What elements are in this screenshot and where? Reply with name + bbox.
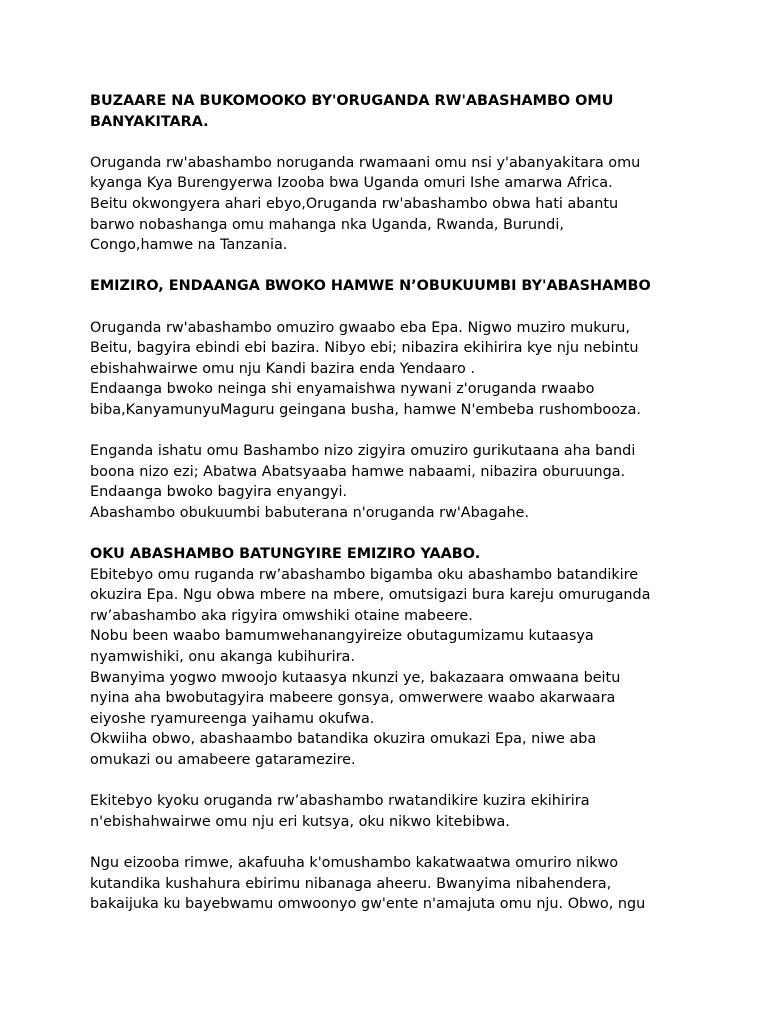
section1-paragraph-1: Oruganda rw'abashambo omuziro gwaabo eba Epa. Nigwo muziro mukuru, Beitu, bagyira ebindi ebi bazira. Nibyo ebi; nibazira ekihirira kye nju nebintu ebishahwairwe omu nju Kandi bazira enda Yendaaro . Endaanga bwoko neinga shi enyamaishwa nywani z'oruganda rwaabo biba,KanyamunyuMaguru geingana busha, hamwe N'embeba rushombooza. [90, 319, 641, 418]
section-heading-emiziro: EMIZIRO, ENDAANGA BWOKO HAMWE N’OBUKUUMBI BY'ABASHAMBO [90, 278, 651, 295]
document-title: BUZAARE NA BUKOMOOKO BY'ORUGANDA RW'ABASHAMBO OMU BANYAKITARA. [90, 93, 614, 130]
section-heading-oku-abashambo: OKU ABASHAMBO BATUNGYIRE EMIZIRO YAABO. [90, 546, 481, 563]
intro-paragraph: Oruganda rw'abashambo noruganda rwamaani omu nsi y'abanyakitara omu kyanga Kya Burengyerwa Izooba bwa Uganda omuri Ishe amarwa Africa. Beitu okwongyera ahari ebyo,Oruganda rw'abashambo obwa hati abantu barwo nobashanga omu mahanga nka Uganda, Rwanda, Burundi, Congo,hamwe na Tanzania. [90, 154, 641, 254]
section2-paragraph-1: Ebitebyo omu ruganda rw’abashambo bigamba oku abashambo batandikire okuzira Epa. Ngu obwa mbere na mbere, omutsigazi bura kareju omuruganda rw’abashambo aka rigyira omwshiki otaine mabeere. Nobu been waabo bamumwehanangyireize obutagumizamu kutaasya nyamwishiki, onu akanga kubihurira. Bwanyima yogwo mwoojo kutaasya nkunzi ye, bakazaara omwaana beitu nyina aha bwobutagyira mabeere gonsya, omwerwere waabo akarwaara eiyoshe ryamureenga yaihamu okufwa. Okwiiha obwo, abashaambo batandika okuzira omukazi Epa, niwe aba omukazi ou amabeere gataramezire. [90, 566, 651, 768]
section2-paragraph-2: Ekitebyo kyoku oruganda rw’abashambo rwatandikire kuzira ekihirira n'ebishahwairwe omu nju eri kutsya, oku nikwo kitebibwa. [90, 793, 590, 830]
section1-paragraph-2: Enganda ishatu omu Bashambo nizo zigyira omuziro gurikutaana aha bandi boona nizo ezi; Abatwa Abatsyaaba hamwe nabaami, nibazira oburuunga. Endaanga bwoko bagyira enyangyi. Abashambo obukuumbi babuterana n'oruganda rw'Abagahe. [90, 443, 636, 521]
section2-paragraph-3: Ngu eizooba rimwe, akafuuha k'omushambo kakatwaatwa omuriro nikwo kutandika kushahura ebirimu nibanaga aheeru. Bwanyima nibahendera, bakaijuka ku bayebwamu omwoonyo gw'ente n'amajuta omu nju. Obwo, ngu [90, 854, 646, 913]
document-page [90, 91, 682, 915]
